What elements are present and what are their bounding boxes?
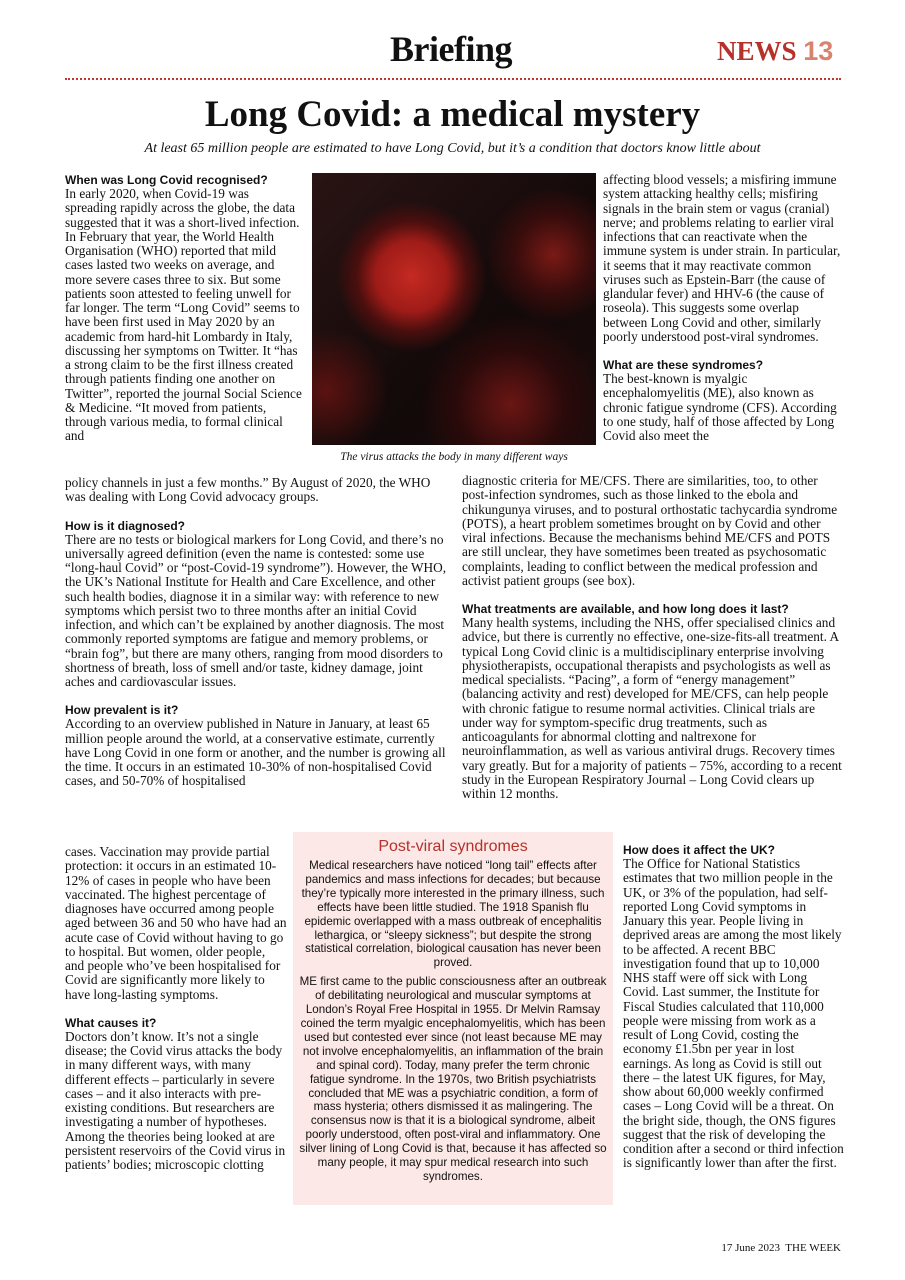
article-standfirst: At least 65 million people are estimated to have Long Covid, but it’s a condition that doctors know little about <box>144 141 761 156</box>
paragraph: Many health systems, including the NHS, offer specialised clinics and advice, but there is currently no effective, one-size-fits-all treatment. A typical Long Covid clinic is a multidisciplinary enterprise involving physiotherapists, occupational therapists and psychologists as well as medical specialists. “Pacing”, a form of “energy management” (balancing activity and rest) developed for ME/CFS, can help people with chronic fatigue to resume normal activities. Clinical trials are under way for symptom-specific drug treatments, such as anticoagulants for abnormal clotting and naltrexone for neuroinflammation, as well as various antiviral drugs. Recovery times vary greatly. But for a majority of patients – 75%, according to a recent study in the European Respiratory Journal – Long Covid clears up within 12 months. <box>462 615 842 801</box>
footer-date: 17 June 2023 <box>721 1242 780 1254</box>
paragraph: There are no tests or biological markers for Long Covid, and there’s no universally agreed definition (even the name is contested: some use “long-haul Covid” or “post-Covid-19 syndrome”). However, the WHO, the UK’s National Institute for Health and Care Excellence, and other such health bodies, diagnose it in a similar way: with reference to new symptoms which persist two to three months after an initial Covid infection, and which can’t be explained by another diagnosis. The most commonly reported symptoms are fatigue and memory problems, or “brain fog”, but there are many others, ranging from mood disorders to shortness of breath, loss of smell and/or taste, kidney damage, joint aches and cardiovascular issues. <box>65 531 447 689</box>
news-page-label <box>717 36 833 67</box>
heading-diagnosed: How is it diagnosed? <box>65 518 186 533</box>
box-paragraph: ME first came to the public consciousness after an outbreak of debilitating neurological and muscular symptoms at London’s Royal Free Hospital in 1955. Dr Melvin Ramsay coined the term myalgic encephalomyelitis, which has been used but contested ever since (not least because ME may not involve encephalomyelitis, an inflammation of the brain and spinal cord). Today, many prefer the term chronic fatigue syndrome. In the 1970s, two British psychiatrists concluded that ME was a psychiatric condition, a form of mass hysteria; others dismissed it as malingering. The consensus now is that it is a biological syndrome, albeit poorly understood, often post-viral and inflammatory. One silver lining of Long Covid is that, because it has affected so many people, it may spur medical research into such syndromes. <box>299 975 607 1183</box>
box-paragraph: Medical researchers have noticed “long tail” effects after pandemics and mass infections for decades; but because they’re typically more interested in the primary illness, such effects have been little studied. The 1918 Spanish flu epidemic overlapped with a mass outbreak of encephalitis lethargica, or “sleepy sickness”; but despite the strong statistical correlation, biological causation has never been proved. <box>301 859 605 970</box>
paragraph: According to an overview published in Nature in January, at least 65 million people around the world, at a conservative estimate, currently have Long Covid in one form or another, and the number is growing all the time. It occurs in an estimated 10-30% of non-hospitalised Covid cases, and 50-70% of hospitalised <box>65 716 446 789</box>
paragraph: The best-known is myalgic encephalomyelitis (ME), also known as chronic fatigue syndrome (CFS). According to one study, half of those affected by Long Covid also meet the <box>603 371 837 443</box>
heading-treatments: What treatments are available, and how long does it last? <box>462 602 789 616</box>
footer-publication: THE WEEK <box>785 1242 841 1254</box>
paragraph: policy channels in just a few months.” By August of 2020, the WHO was dealing with Long Covid advocacy groups. <box>65 475 431 505</box>
page-number: 13 <box>803 36 834 66</box>
paragraph: cases. Vaccination may provide partial protection: it occurs in an estimated 10-12% of cases in people who have been vaccinated. The highest percentage of diagnoses have occurred among people aged between 36 and 50 who have had an acute case of Covid without having to go to hospital. But women, older people, and people who’ve been hospitalised for Covid are significantly more likely to have long-lasting symptoms. <box>65 844 287 1002</box>
right-column-bottom <box>623 843 845 1171</box>
paragraph: diagnostic criteria for ME/CFS. There are similarities, too, to other post-infection syndromes, such as those linked to the ebola and chikungunya viruses, and to postural orthostatic tachycardia syndrome (POTS), a heart problem sometimes brought on by Covid and other viral infections. Because the mechanisms behind ME/CFS and POTS are still unclear, they have sometimes been treated as psychosomatic complaints, leading to conflict between the medical profession and activist patient groups (see box). <box>462 473 838 588</box>
virus-photo <box>312 173 596 445</box>
heading-prevalent: How prevalent is it? <box>65 703 179 718</box>
paragraph: Doctors don’t know. It’s not a single disease; the Covid virus attacks the body in many different ways, with many different effects – particularly in severe cases – and it also interacts with pre-existing conditions. But researchers are investigating a number of hypotheses. Among the theories being looked at are persistent reservoirs of the Covid virus in patients’ bodies; microscopic clotting <box>65 1028 286 1172</box>
sidebar-box <box>293 832 613 1205</box>
paragraph: affecting blood vessels; a misfiring immune system attacking healthy cells; misfiring signals in the brain stem or vagus (cranial) nerve; and problems relating to earlier viral infections that can reactivate when the immune system is under strain. In particular, it seems that it may reactivate common viruses such as Epstein-Barr (the cause of glandular fever) and HHV-6 (the cause of roseola). This suggests some overlap between Long Covid and other, similarly poorly understood post-viral syndromes. <box>603 172 841 344</box>
paragraph: In early 2020, when Covid-19 was spreading rapidly across the globe, the data suggested that it was a short-lived infection. In February that year, the World Health Organisation (WHO) reported that mild cases lasted two weeks on average, and more severe cases three to six. But some patients soon attested to feeling unwell for far longer. The term “Long Covid” seems to have been first used in May 2020 by an academic from hard-hit Lombardy in Italy, discussing her symptoms on Twitter. It “has a strong claim to be the first illness created through patients finding one another on Twitter”, reported the journal Social Science & Medicine. “It moved from patients, through various media, to formal clinical and <box>65 186 302 444</box>
header-divider <box>65 78 841 80</box>
paragraph: The Office for National Statistics estimates that two million people in the UK, or 3% of the population, had self-reported Long Covid symptoms in January this year. People living in deprived areas are among the most likely to be affected. A recent BBC investigation found that up to 10,000 NHS staff were off sick with Long Covid. Last summer, the Institute for Fiscal Studies calculated that 110,000 people were missing from work as a result of Long Covid, costing the economy £1.5bn per year in lost earnings. As long as Covid is still out there – the latest UK figures, for May, show about 60,000 weekly confirmed cases – Long Covid will be a threat. On the bright side, though, the ONS figures suggest that the risk of developing the condition after a second or third infection is significantly lower than after the first. <box>623 856 844 1171</box>
left-column-top <box>65 173 303 444</box>
box-title: Post-viral syndromes <box>378 838 528 855</box>
news-label: NEWS <box>717 36 797 66</box>
heading-uk: How does it affect the UK? <box>623 843 776 857</box>
heading-syndromes: What are these syndromes? <box>603 358 764 372</box>
heading-recognised: When was Long Covid recognised? <box>65 173 268 187</box>
right-column-top <box>603 173 843 443</box>
page-footer <box>721 1242 841 1254</box>
photo-caption: The virus attacks the body in many different ways <box>340 451 568 463</box>
section-title: Briefing <box>390 29 512 69</box>
heading-causes: What causes it? <box>65 1015 157 1030</box>
right-column-middle <box>462 474 844 801</box>
article-title: Long Covid: a medical mystery <box>204 94 701 135</box>
left-column-bottom <box>65 845 287 1172</box>
left-column-middle <box>65 476 453 789</box>
